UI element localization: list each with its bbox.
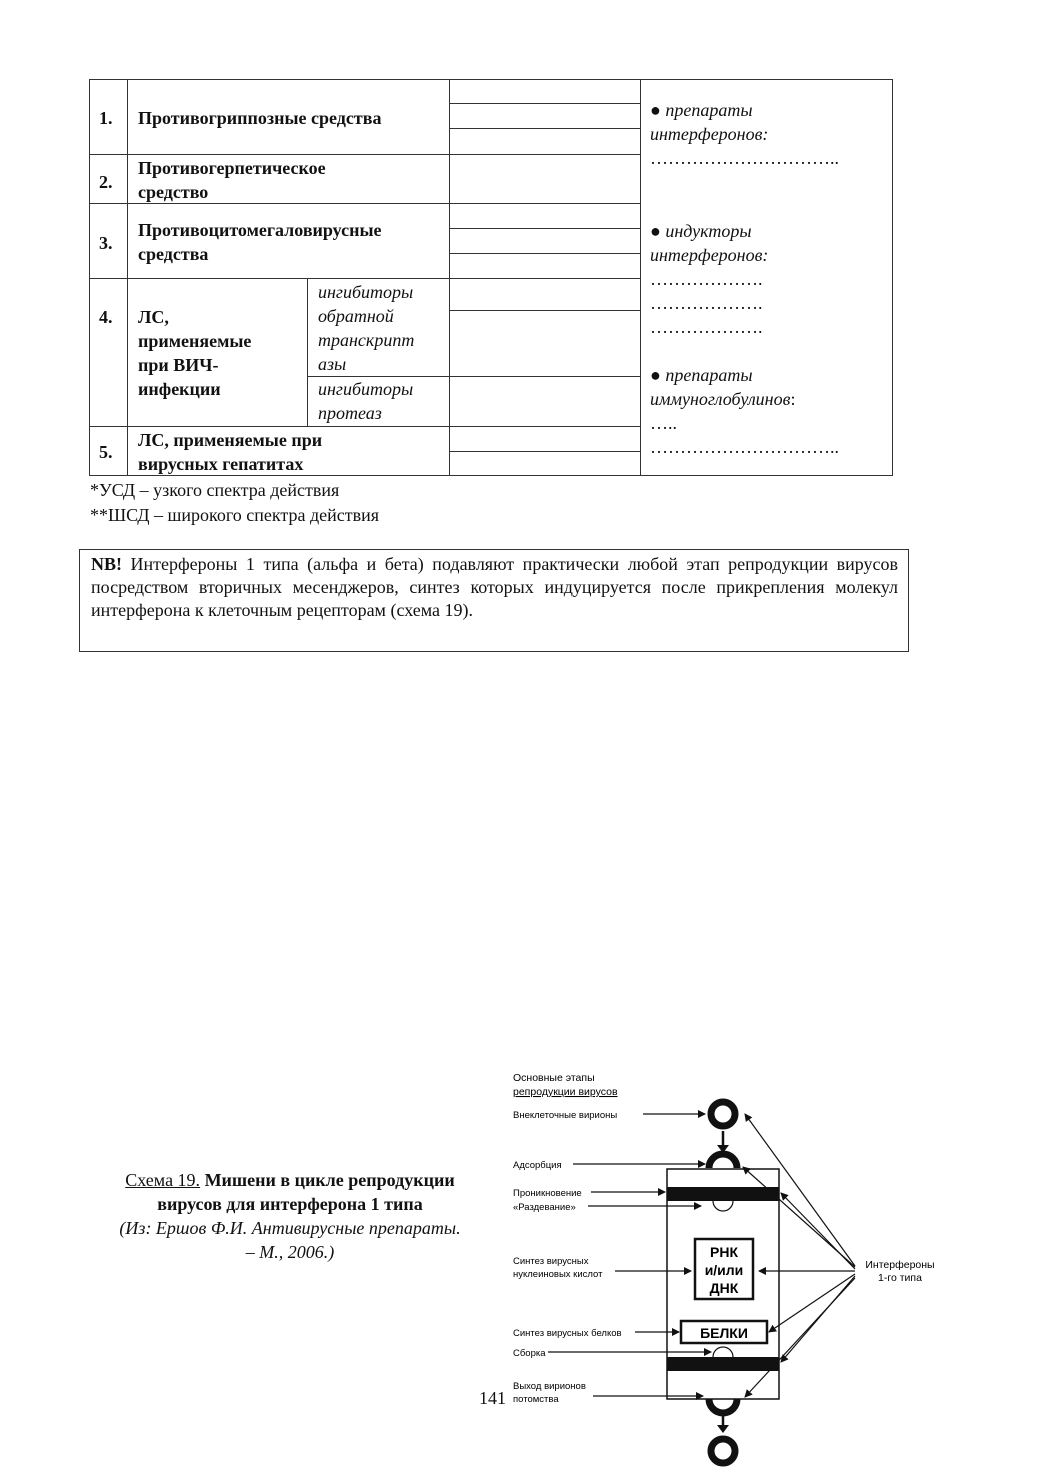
cell-membrane-band	[667, 1357, 779, 1371]
drug-group-name: при ВИЧ-	[138, 355, 219, 375]
stage-arrows	[548, 1114, 711, 1396]
blank-line	[449, 154, 641, 155]
virion-icon	[709, 1154, 737, 1168]
list-heading: интерферонов:	[650, 245, 769, 265]
drug-subgroup-name: протеаз	[318, 403, 382, 423]
row-divider	[89, 426, 450, 427]
interferon-drugs-list	[650, 98, 839, 170]
drug-group-name: инфекции	[138, 379, 221, 399]
drug-subgroup-name: ингибиторы	[318, 379, 414, 399]
diagram-header: Основные этапы	[513, 1072, 595, 1084]
immunoglobulins-list	[650, 363, 839, 459]
row-divider	[89, 278, 450, 279]
stage-label: Проникновение	[513, 1188, 582, 1199]
drug-group-name: ЛС,	[138, 307, 169, 327]
drug-group-name: средство	[138, 182, 209, 202]
caption-title: Мишени в цикле репродукции	[204, 1170, 455, 1190]
blank-line	[449, 278, 641, 279]
stage-label: Синтез вирусных белков	[513, 1328, 622, 1339]
blank-line	[449, 253, 641, 254]
page-number: 141	[479, 1388, 506, 1408]
nb-text: Интерфероны 1 типа (альфа и бета) подавляют практически любой этап репродукции вирусов посредством вторичных месенджеров, синтез которых индуцируется после прикрепления молекул интерферона к клеточным рецепторам (схема 19).	[91, 554, 898, 620]
drug-group-name: ЛС, применяемые при	[138, 430, 323, 450]
blank-line	[449, 228, 641, 229]
stage-label: Синтез вирусных	[513, 1256, 589, 1267]
list-heading: ● индукторы	[650, 221, 752, 241]
virion-icon	[711, 1439, 735, 1463]
fill-in-blank: ……………….	[650, 269, 763, 289]
stage-label: Адсорбция	[513, 1160, 562, 1171]
drug-group-name: Противоцитомегаловирусные	[138, 220, 382, 240]
rna-dna-label: ДНК	[709, 1280, 739, 1296]
fill-in-blank: …………………………..	[650, 437, 839, 457]
drug-group-name: Противогерпетическое	[138, 158, 326, 178]
footnote: *УСД – узкого спектра действия	[90, 480, 340, 500]
stage-label: нуклеиновых кислот	[513, 1269, 603, 1280]
fill-in-blank: ……………….	[650, 317, 763, 337]
drug-subgroup-name: ингибиторы	[318, 282, 414, 302]
blank-line	[449, 451, 641, 452]
caption-prefix: Схема 19.	[125, 1170, 201, 1190]
stage-label: Сборка	[513, 1348, 546, 1359]
row-divider	[89, 154, 450, 155]
row-number: 2.	[99, 172, 113, 192]
virus-replication-diagram	[505, 1065, 955, 1470]
virion-icon	[711, 1102, 735, 1126]
blank-line	[449, 103, 641, 104]
uncoating-virion-icon	[713, 1201, 733, 1211]
blank-line	[449, 310, 641, 311]
blank-line	[449, 128, 641, 129]
fill-in-blank: …………………………..	[650, 148, 839, 168]
blank-line	[449, 203, 641, 204]
stage-label: «Раздевание»	[513, 1202, 576, 1213]
rna-dna-label: и/или	[704, 1262, 744, 1278]
fill-in-blank: …..	[650, 413, 677, 433]
list-heading: ● препараты	[650, 100, 753, 120]
nb-label: NB!	[91, 554, 122, 574]
drug-group-name: применяемые	[138, 331, 252, 351]
interferons-label: 1-го типа	[878, 1272, 922, 1284]
drug-group-name: вирусных гепатитах	[138, 454, 304, 474]
list-heading: ● препараты	[650, 365, 753, 385]
proteins-label: БЕЛКИ	[700, 1325, 748, 1341]
list-heading: иммуноглобулинов	[650, 389, 791, 409]
fill-in-blank: ……………….	[650, 293, 763, 313]
blank-line	[449, 376, 641, 377]
drug-subgroup-name: обратной	[318, 306, 394, 326]
list-heading: интерферонов:	[650, 124, 769, 144]
assembling-virion-icon	[713, 1347, 733, 1357]
row-number: 3.	[99, 233, 113, 253]
row-number: 4.	[99, 307, 113, 327]
rna-dna-label: РНК	[710, 1244, 738, 1260]
footnote: **ШСД – широкого спектра действия	[90, 505, 380, 525]
nb-note-box	[79, 549, 909, 652]
interferons-label: Интерфероны	[865, 1259, 935, 1271]
stage-label: потомства	[513, 1394, 559, 1405]
row-number: 1.	[99, 108, 113, 128]
drug-group-name: Противогриппозные средства	[138, 108, 382, 128]
diagram-header: репродукции вирусов	[513, 1086, 618, 1098]
drug-subgroup-name: транскрипт	[318, 330, 415, 350]
down-arrow-icon	[717, 1425, 729, 1433]
figure-caption	[80, 1168, 500, 1264]
drug-classification-table	[89, 79, 893, 476]
stage-label: Выход вирионов	[513, 1381, 586, 1392]
row-number: 5.	[99, 442, 113, 462]
interferon-target-arrows	[743, 1114, 855, 1397]
cell-membrane-band	[667, 1187, 779, 1201]
blank-line	[449, 426, 641, 427]
stage-label: Внеклеточные вирионы	[513, 1110, 618, 1121]
caption-title: вирусов для интерферона 1 типа	[157, 1194, 423, 1214]
drug-group-name: средства	[138, 244, 209, 264]
caption-source: – М., 2006.)	[245, 1242, 335, 1262]
interferon-inducers-list	[650, 219, 768, 339]
virion-icon	[709, 1399, 737, 1413]
subgroup-divider	[307, 278, 308, 426]
drug-subgroup-name: азы	[318, 354, 347, 374]
colon: :	[790, 389, 796, 409]
caption-source: (Из: Ершов Ф.И. Антивирусные препараты.	[119, 1218, 461, 1238]
